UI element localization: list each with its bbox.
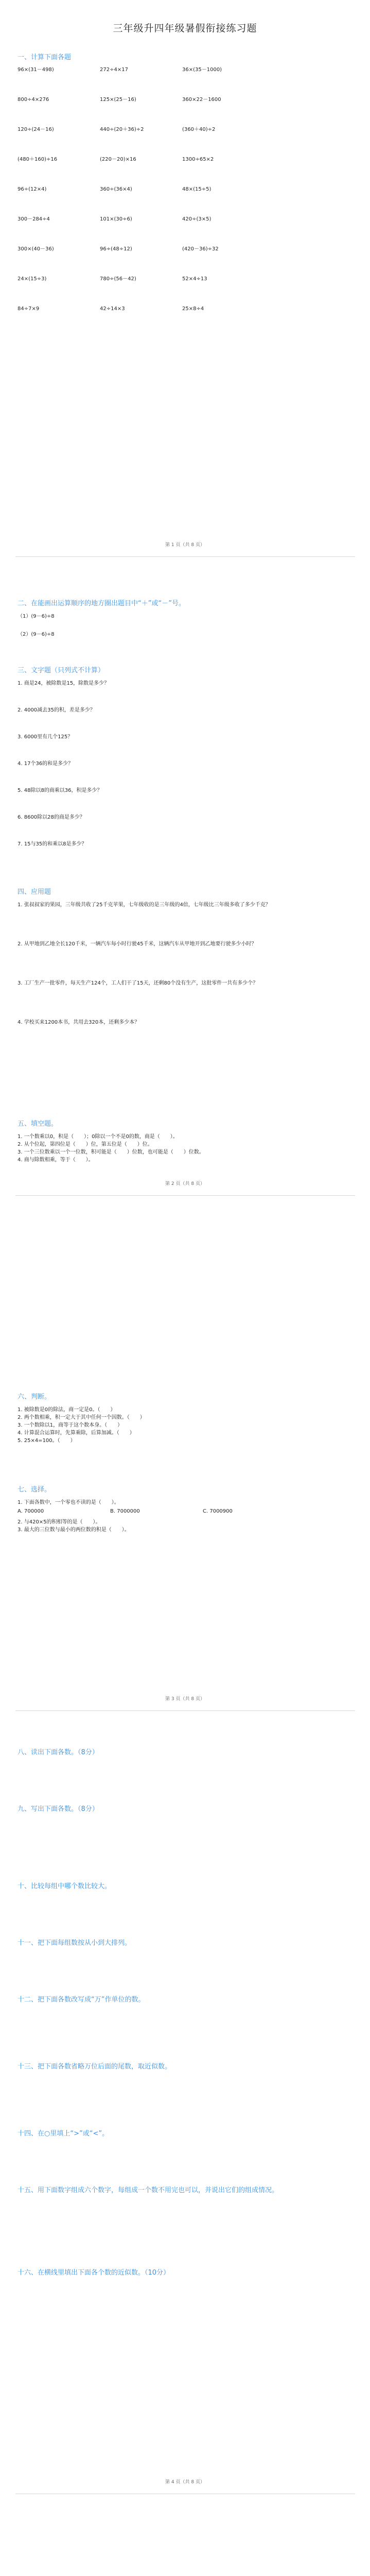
page-footer: 第 1 页（共 8 页） [165,543,205,548]
item: （1）(9－6)÷8 [17,614,55,619]
item: 4. 计算混合运算时，先算乘除，后算加减。（ ） [17,1430,135,1436]
item: 1. 下面各数中，一个零也不读的是（ ）。 [17,1500,119,1505]
page-footer: 第 3 页（共 8 页） [165,1697,205,1702]
page-title: 三年级升四年级暑假衔接练习题 [113,23,257,34]
section-applied [17,886,352,1045]
page-divider [15,1195,355,1196]
section-heading: 十一、把下面每组数按从小到大排列。 [17,1939,132,1947]
section-heading: 十二、把下面各数改写成“万”作单位的数。 [17,1996,145,2004]
calc-row: 800÷4×276 125×(25－16) 360×22－1600 [17,97,221,103]
section-heading: 十五、用下面数字组成六个数字，每组成一个数不用完也可以，并说出它们的组成情况。 [17,2187,279,2194]
item: 2. 两个数相乘，积一定大于其中任何一个因数。（ ） [17,1415,145,1420]
calc-row: 96×(31－498) 272÷4×17 36×(35－1000) [17,67,222,73]
section-judge [17,1391,352,1445]
section-heading: 九、写出下面各数。（8分） [17,1805,99,1813]
item: （2）(9－6)÷8 [17,632,55,637]
item: 1. 张叔叔家的果园，三年级共收了25千克苹果，七年级收的是三年级的4倍，七年级比三年级多收了多少千克？ [17,902,271,908]
section-heading: 十六、在横线里填出下面各个数的近似数。（10分） [17,2269,170,2277]
page-divider [15,556,355,557]
section-nearby [17,2267,352,2282]
item: 3. 最大的三位数与最小的两位数的积是（ ）。 [17,1527,130,1533]
option[interactable]: B. 7000000 [110,1509,140,1514]
section-heading: 五、填空题。 [17,1120,58,1128]
options [17,1509,352,1514]
item: 4. 17个36的和是多少？ [17,761,74,767]
item: 3. 一个数除以1，商等于这个数本身。（ ） [17,1422,123,1428]
item: 2. 从甲地到乙地全长120千米，一辆汽车每小时行驶45千米，这辆汽车从甲地开到乙地要行驶多少小时？ [17,941,257,947]
section-calc [17,52,352,335]
item: 4. 学校买来1200本书，共用去320本，还剩多少本？ [17,1020,140,1025]
calc-row: 24×(15÷3) 780÷(56－42) 52×4÷13 [17,276,207,282]
item: 5. 25×4=100。（ ） [17,1438,76,1444]
item: 5. 48除以8的商乘以36，积是多少？ [17,788,102,793]
item: 2. 4000减去35的积，差是多少？ [17,707,95,713]
page-divider [15,1710,355,1711]
section-heading: 十四、在○里填上“>”或“<”。 [17,2130,109,2138]
section-choice [17,1484,352,1534]
option[interactable]: A. 700000 [17,1509,44,1514]
section-circle [17,598,352,638]
item: 3. 工厂生产一批零件，每天生产124个，工人们干了15天，还剩80个没有生产，这批零件一共有多少个？ [17,980,258,986]
section-write [17,1803,352,1818]
section-compare [17,1880,352,1895]
section-read [17,1747,352,1761]
calc-row: 96÷(12×4) 360÷(36×4) 48×(15÷5) [17,187,212,192]
section-heading: 八、读出下面各数。（8分） [17,1749,99,1756]
item: 1. 被除数是0的除法，商一定是0。（ ） [17,1407,116,1413]
section-heading: 四、应用题 [17,888,51,896]
section-heading: 一、计算下面各题 [17,54,72,61]
calc-row: 120÷(24－16) 440÷(20＋36)÷2 (360＋40)÷2 [17,127,216,132]
item: 1. 商是24，被除数是15，除数是多少？ [17,681,110,686]
calc-row: (480＋160)÷16 (220－20)×16 1300÷65×2 [17,157,214,162]
item: 6. 8600除以28的商是多少？ [17,815,85,820]
calc-row: 300－284÷4 101×(30÷6) 420÷(3×5) [17,216,212,222]
calc-row: 84÷7×9 42÷14×3 25×8÷4 [17,306,204,312]
item: 2. 从个位起，第四位是（ ）位，第五位是（ ）位。 [17,1142,153,1147]
item: 2. 与420×5的积相等的是（ ）。 [17,1519,101,1525]
section-digits [17,2184,352,2199]
item: 3. 6000里有几个125？ [17,734,73,740]
section-wan [17,1994,352,2009]
section-heading: 三、文字题（只列式不计算） [17,667,105,674]
section-heading: 七、选择。 [17,1486,51,1494]
item: 7. 15与35的和乘以8是多少？ [17,841,87,847]
page-footer: 第 4 页（共 8 页） [165,2480,205,2485]
section-heading: 六、判断。 [17,1393,51,1401]
option[interactable]: C. 7000900 [203,1509,233,1514]
section-heading: 十三、把下面各数省略万位后面的尾数，取近似数。 [17,2063,172,2071]
section-word-problems [17,665,352,867]
section-heading: 二、在能画出运算顺序的地方圈出题目中“＋”或“－”号。 [17,600,185,607]
section-order [17,1937,352,1952]
calc-row: 300×(40－36) 96÷(48÷12) (420－36)÷32 [17,246,219,252]
section-fill [17,1118,352,1164]
section-symbols [17,2128,352,2143]
item: 3. 一个三位数乘以一个一位数，积可能是（ ）位数，也可能是（ ）位数。 [17,1149,204,1155]
section-heading: 十、比较每组中哪个数比较大。 [17,1883,112,1890]
section-approx [17,2061,352,2076]
page-footer: 第 2 页（共 8 页） [165,1181,205,1187]
item: 4. 商与除数相乘，等于（ ）。 [17,1157,94,1163]
item: 1. 一个数乘以0，积是（ ）；0除以一个不是0的数，商是（ ）。 [17,1134,178,1140]
